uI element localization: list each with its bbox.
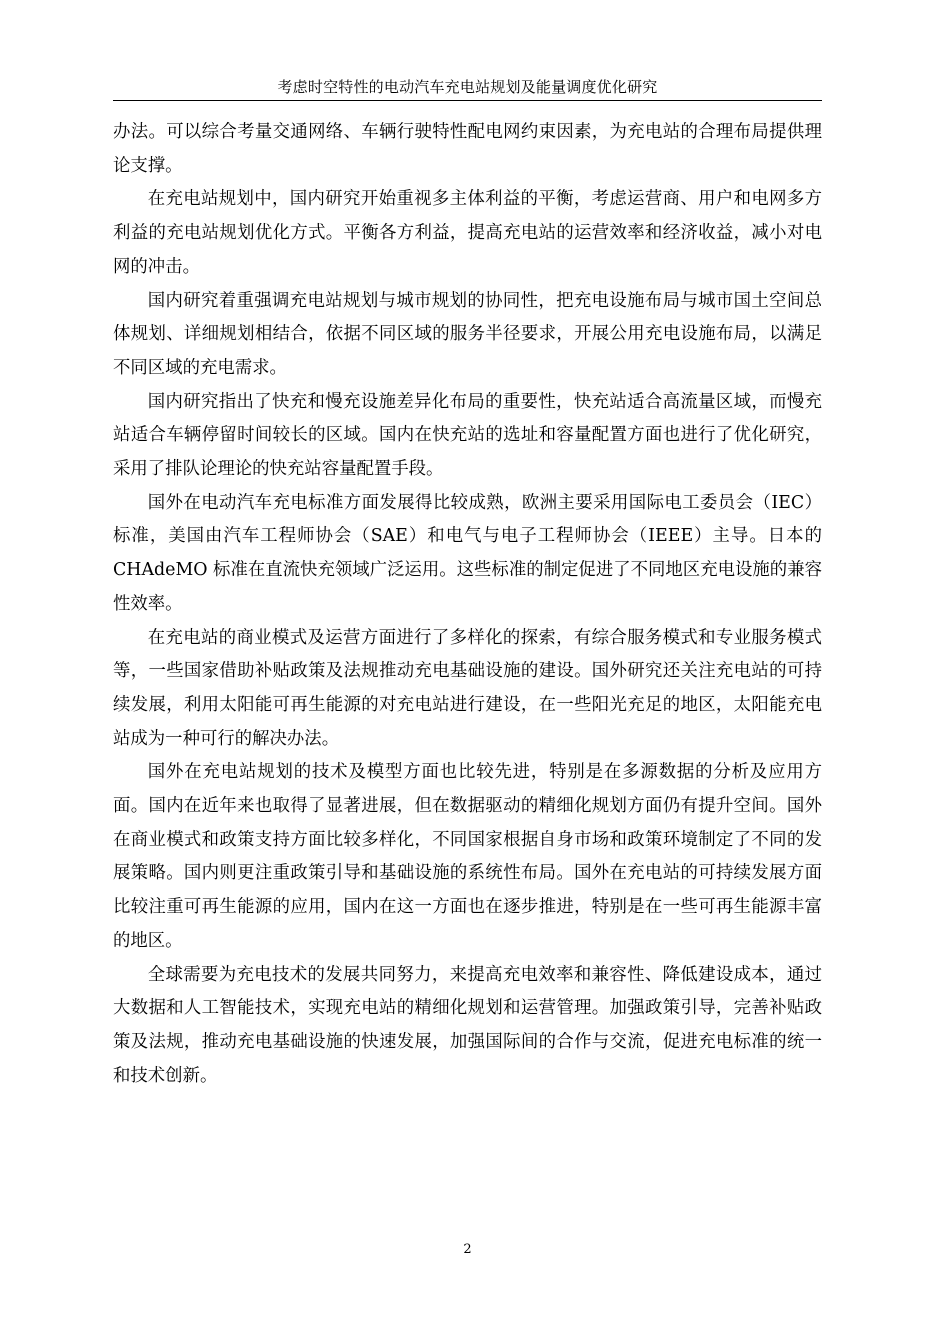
running-header-title: 考虑时空特性的电动汽车充电站规划及能量调度优化研究 [277,78,658,96]
paragraph: 在充电站规划中，国内研究开始重视多主体利益的平衡，考虑运营商、用户和电网多方利益的充电站规划优化方式。平衡各方利益，提高充电站的运营效率和经济收益，减小对电网的冲击。 [113,189,822,277]
paragraph: 国外在电动汽车充电标准方面发展得比较成熟，欧洲主要采用国际电工委员会（IEC）标准，美国由汽车工程师协会（SAE）和电气与电子工程师协会（IEEE）主导。日本的 CHAdeMO 标准在直流快充领域广泛运用。这些标准的制定促进了不同地区充电设施的兼容性效率。 [113,492,822,614]
paragraph-continued: 办法。可以综合考量交通网络、车辆行驶特性配电网约束因素，为充电站的合理布局提供理论支撑。 [113,122,822,176]
document-body [113,116,822,1093]
paragraph: 国外在充电站规划的技术及模型方面也比较先进，特别是在多源数据的分析及应用方面。国内在近年来也取得了显著进展，但在数据驱动的精细化规划方面仍有提升空间。国外在商业模式和政策支持方面比较多样化，不同国家根据自身市场和政策环境制定了不同的发展策略。国内则更注重政策引导和基础设施的系统性布局。国外在充电站的可持续发展方面比较注重可再生能源的应用，国内在这一方面也在逐步推进，特别是在一些可再生能源丰富的地区。 [113,762,822,951]
paragraph: 在充电站的商业模式及运营方面进行了多样化的探索，有综合服务模式和专业服务模式等，一些国家借助补贴政策及法规推动充电基础设施的建设。国外研究还关注充电站的可持续发展，利用太阳能可再生能源的对充电站进行建设，在一些阳光充足的地区，太阳能充电站成为一种可行的解决办法。 [113,627,822,749]
paragraph: 国内研究着重强调充电站规划与城市规划的协同性，把充电设施布局与城市国土空间总体规划、详细规划相结合，依据不同区域的服务半径要求，开展公用充电设施布局，以满足不同区域的充电需求。 [113,290,822,378]
paragraph: 全球需要为充电技术的发展共同努力，来提高充电效率和兼容性、降低建设成本，通过大数据和人工智能技术，实现充电站的精细化规划和运营管理。加强政策引导，完善补贴政策及法规，推动充电基础设施的快速发展，加强国际间的合作与交流，促进充电标准的统一和技术创新。 [113,964,822,1086]
header-divider [113,100,822,101]
paragraph: 国内研究指出了快充和慢充设施差异化布局的重要性，快充站适合高流量区域，而慢充站适合车辆停留时间较长的区域。国内在快充站的选址和容量配置方面也进行了优化研究，采用了排队论理论的快充站容量配置手段。 [113,391,822,480]
page-number: 2 [463,1242,472,1257]
